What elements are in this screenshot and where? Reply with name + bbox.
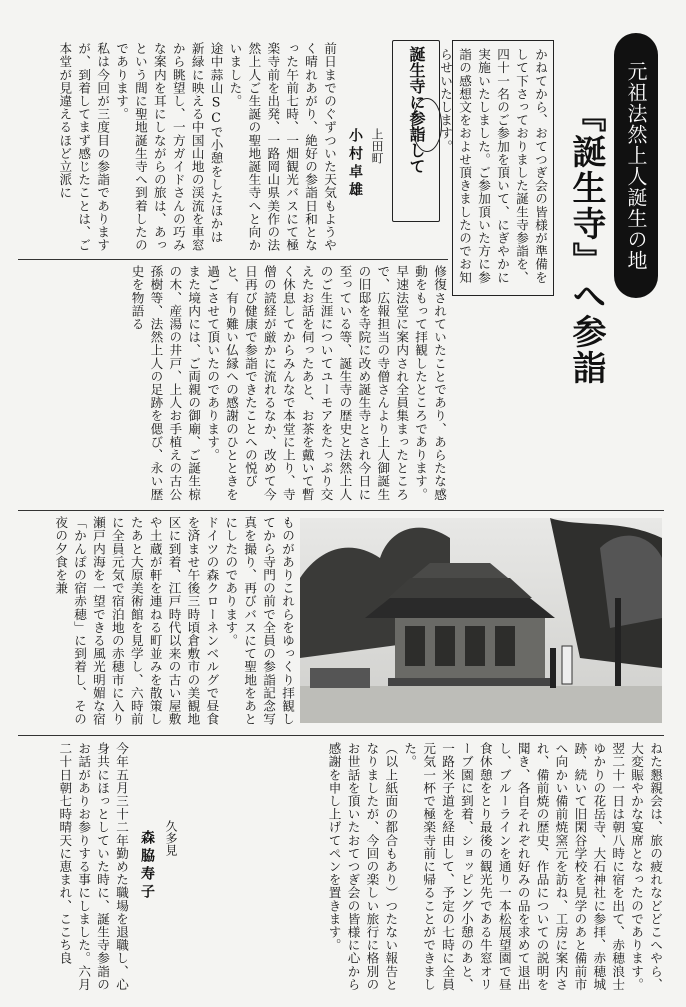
article1-col-c: ものがありこれらをゆっくり拝観してから寺門の前で全員の参詣記念写真を撮り、再びバスにて聖地をあとにしたのであります。 ドイツの森クローネンベルグで昼食を済ませ午後三時頃倉敷市の美観地区に到着、江戸時代以来の古い屋敷や土蔵が軒を連ねる町並みを散策したあと大原美術館を見学し、六時前に全員元気で宿泊地の赤穂市に入り瀬戸内海を一望できる風光明媚な宿「かんぽの宿赤穂」に到着し、その夜の夕食を兼 — [53, 516, 295, 726]
intro-text: かねてから、おてつぎ会の皆様が準備をして下さっておりました誕生寺参詣を、四十一名のご参加を頂いて、にぎやかに実施いたしました。ご参加頂いた方に参詣の感想文をおよせ頂きましたのでお知らせいたします。 — [438, 48, 548, 284]
separator-bottom — [18, 735, 664, 736]
article-title: 誕生寺に参詣して — [407, 46, 426, 174]
author-town: 上田町 — [370, 128, 384, 164]
separator-mid — [18, 510, 664, 511]
temple-photo — [300, 518, 662, 723]
main-title: 『誕生寺』へ参詣 — [566, 98, 606, 386]
author-name: 小村卓雄 — [347, 128, 363, 200]
article1-col-d: ねた懇親会は、旅の疲れなどどこへやら、大変賑やかな宴席となったのであります。 翌二十一日は朝八時に宿を出て、赤穂浪士ゆかりの花岳寺、大石神社に参拝、赤穂城跡、続いて旧閑谷学校を見学のあと備前市へ向かい備前焼窯元を訪ね、工房に案内され、備前焼の歴史、作品についての説明を聞き、各自それぞれ好みの品を求めて退出し、ブルーラインを通り一本松展望園で昼食休憩をとり最後の観光先である牛窓オリーブ園に到着、ショッピング小憩のあと、一路米子道を経由して、予定の七時に全員元気一杯で極楽寺前に帰ることができました。 （以上紙面の都合もあり）つたない報告となりましたが、今回の楽しい旅行に格別のお世話を頂いたおてつぎ会の皆様に心から感謝を申し上げてペンを置きます。 — [326, 742, 663, 991]
article2-author-name: 森脇寿子 — [139, 830, 155, 902]
article1-col-a: 前日までのぐずついた天気もようやく晴れあがり、絶好の参詣日和となった午前七時、一畑観光バスにて極楽寺前を出発、一路岡山県美作の法然上人ご生誕の聖地誕生寺へと向かいました。 途中蒜山SCで小憩をしたほかは新緑に映える中国山地の渓流を車窓から眺望し、一方ガイドさんの巧みな案内を耳にしながらの旅は、あっという間に聖地誕生寺へ到着したのであります。 私は今回が三度目の参詣でありますが、到着してまず感じたことは、ご本堂が見違えるほど立派に — [57, 42, 337, 252]
temple-photo-illustration — [300, 518, 662, 723]
article2-body: 今年五月三十二年勤めた職場を退職し、心身共にほっとしていた時に、誕生寺参詣のお話がありお参りする事にしました。六月二十日朝七時晴天に恵まれ、ここち良 — [57, 742, 129, 991]
separator-top — [18, 259, 448, 260]
series-banner: 元祖法然上人誕生の地 — [614, 33, 658, 298]
title-ellipse — [412, 98, 442, 152]
article1-col-b: 修復されていたことであり、あらたな感動をもって拝観したところであります。 早速法堂に案内され全員集まったところで、広報担当の寺僧さんより上人御誕生の旧邸を寺院に改め誕生寺とされ今日に至っている等、誕生寺の歴史と法然上人のご生涯についてユーモアをたっぷり交えたお話を伺ったあと、お茶を戴いて暫く休息してからみんなで本堂に上り、寺僧の読経が厳かに流れるなか、改めて今日再び健康で参詣できたことへの悦びと、有り難い仏縁への感謝のひとときを過ごさせて頂いたのであります。 また境内には、ご両親の御廟、ご誕生椋の木、産湯の井戸、上人お手植えの古公孫樹等、法然上人の足跡を偲び、永い歴史を物語る — [129, 265, 447, 501]
article2-author-town: 久多見 — [164, 820, 178, 856]
